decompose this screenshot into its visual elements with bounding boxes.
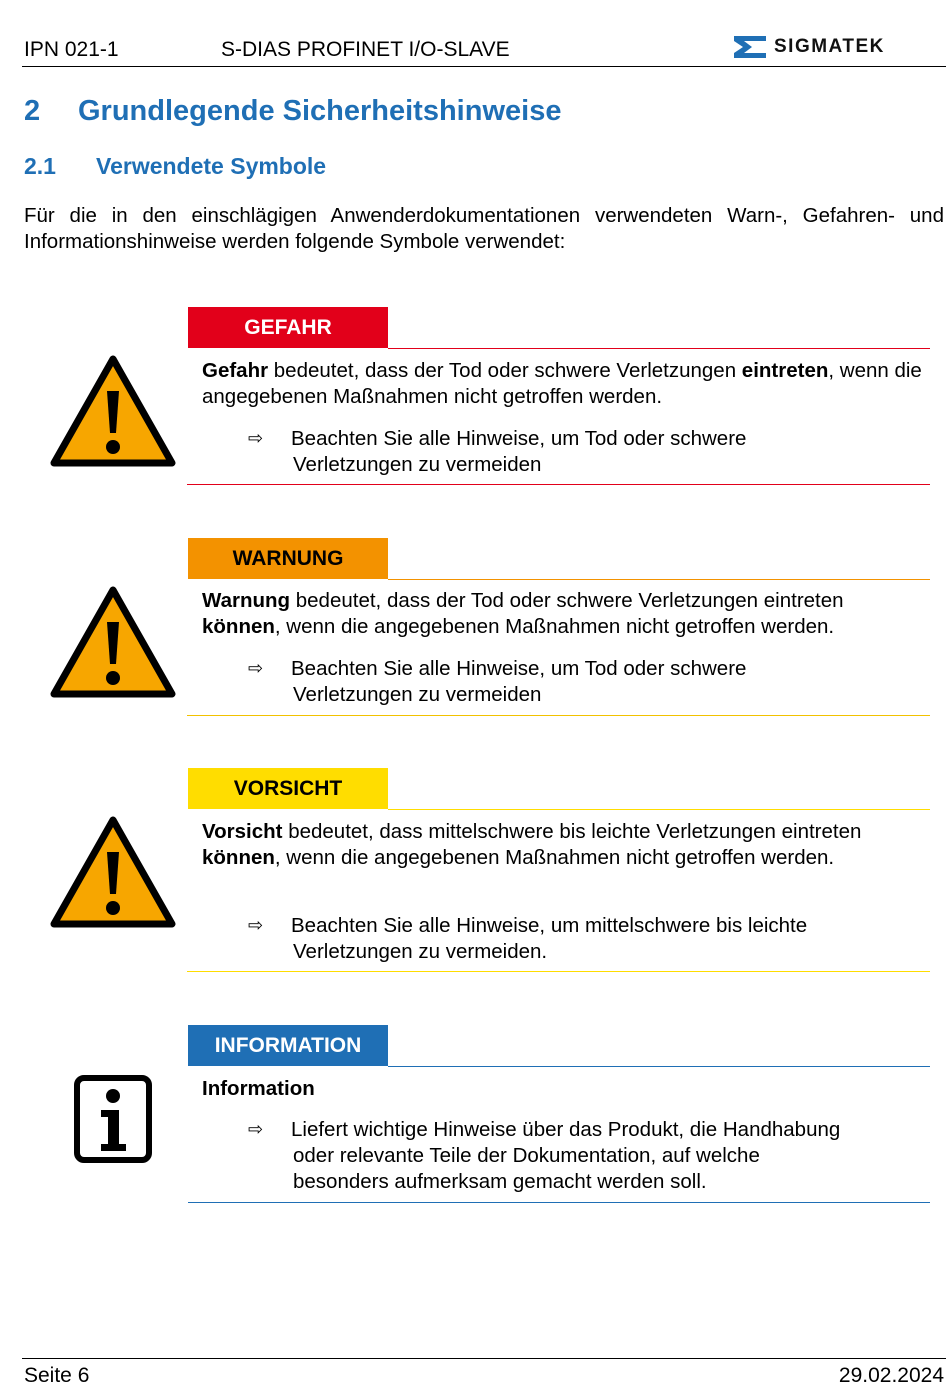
information-bullet-line-3: besonders aufmerksam gemacht werden soll. [293, 1170, 707, 1193]
warnung-bullet-line-1: Beachten Sie alle Hinweise, um Tod oder schwere [291, 657, 747, 680]
arrow-right-icon: ⇨ [248, 658, 264, 678]
warnung-emphasis: können [202, 615, 275, 638]
subsection-title: Verwendete Symbole [96, 153, 327, 179]
gefahr-bullet-line-2: Verletzungen zu vermeiden [293, 453, 542, 476]
document-title: S-DIAS PROFINET I/O-SLAVE [221, 38, 510, 61]
gefahr-emphasis: eintreten [741, 359, 829, 382]
intro-paragraph: Für die in den einschlägigen Anwenderdokumentationen verwendeten Warn-, Gefahren- und Informationshinweise werden folgende Symbole verwendet: [24, 204, 944, 253]
gefahr-term: Gefahr [202, 359, 269, 382]
arrow-right-icon: ⇨ [248, 428, 264, 448]
arrow-right-icon: ⇨ [248, 1119, 264, 1139]
vorsicht-badge: VORSICHT [188, 768, 388, 809]
warnung-term: Warnung [202, 589, 291, 612]
vorsicht-bottom-rule [187, 971, 930, 972]
warnung-text-1: bedeutet, dass der Tod oder schwere Verletzungen eintreten [290, 589, 844, 612]
vorsicht-term: Vorsicht [202, 820, 283, 843]
information-top-rule [388, 1066, 930, 1067]
warnung-bottom-rule [187, 715, 930, 716]
gefahr-badge: GEFAHR [188, 307, 388, 348]
warnung-description [202, 588, 922, 640]
section-number: 2 [24, 95, 41, 127]
information-badge: INFORMATION [188, 1025, 388, 1066]
footer-rule [22, 1358, 946, 1359]
gefahr-description [202, 358, 922, 410]
vorsicht-bullet-line-1: Beachten Sie alle Hinweise, um mittelschwere bis leichte [291, 914, 808, 937]
vorsicht-text-2: , wenn die angegebenen Maßnahmen nicht getroffen werden. [274, 846, 835, 869]
warning-triangle-icon [50, 586, 176, 698]
gefahr-top-rule [388, 348, 930, 349]
vorsicht-emphasis: können [202, 846, 275, 869]
arrow-right-icon: ⇨ [248, 915, 264, 935]
warnung-bullet [291, 656, 921, 708]
warnung-badge: WARNUNG [188, 538, 388, 579]
gefahr-text-2: , wenn die angegebenen Maßnahmen nicht getroffen werden. [202, 359, 922, 408]
information-description [202, 1076, 922, 1102]
sigmatek-logo-icon [732, 34, 768, 60]
vorsicht-top-rule [388, 809, 930, 810]
sigmatek-logo [732, 34, 885, 60]
gefahr-text-1: bedeutet, dass der Tod oder schwere Verletzungen [268, 359, 742, 382]
document-date: 29.02.2024 [838, 1364, 944, 1387]
vorsicht-bullet-line-2: Verletzungen zu vermeiden. [293, 940, 548, 963]
warning-triangle-icon [50, 816, 176, 928]
information-term: Information [202, 1077, 315, 1100]
logo-text: SIGMATEK [774, 36, 885, 57]
warning-triangle-icon [50, 355, 176, 467]
information-bullet [291, 1117, 921, 1195]
information-bottom-rule [188, 1202, 930, 1203]
gefahr-bullet-line-1: Beachten Sie alle Hinweise, um Tod oder schwere [291, 427, 747, 450]
page-number: Seite 6 [24, 1364, 90, 1387]
gefahr-bullet [291, 426, 921, 478]
vorsicht-description [202, 819, 917, 871]
subsection-number: 2.1 [24, 153, 56, 179]
info-icon [73, 1074, 153, 1164]
information-bullet-line-2: oder relevante Teile der Dokumentation, auf welche [293, 1144, 760, 1167]
document-id: IPN 021-1 [24, 38, 119, 61]
header-rule [22, 66, 946, 67]
warnung-top-rule [388, 579, 930, 580]
vorsicht-text-1: bedeutet, dass mittelschwere bis leichte Verletzungen eintreten [282, 820, 862, 843]
vorsicht-bullet [291, 913, 921, 965]
warnung-bullet-line-2: Verletzungen zu vermeiden [293, 683, 542, 706]
section-title: Grundlegende Sicherheitshinweise [78, 95, 562, 127]
gefahr-bottom-rule [187, 484, 930, 485]
information-bullet-line-1: Liefert wichtige Hinweise über das Produkt, die Handhabung [291, 1118, 841, 1141]
warnung-text-2: , wenn die angegebenen Maßnahmen nicht getroffen werden. [274, 615, 835, 638]
